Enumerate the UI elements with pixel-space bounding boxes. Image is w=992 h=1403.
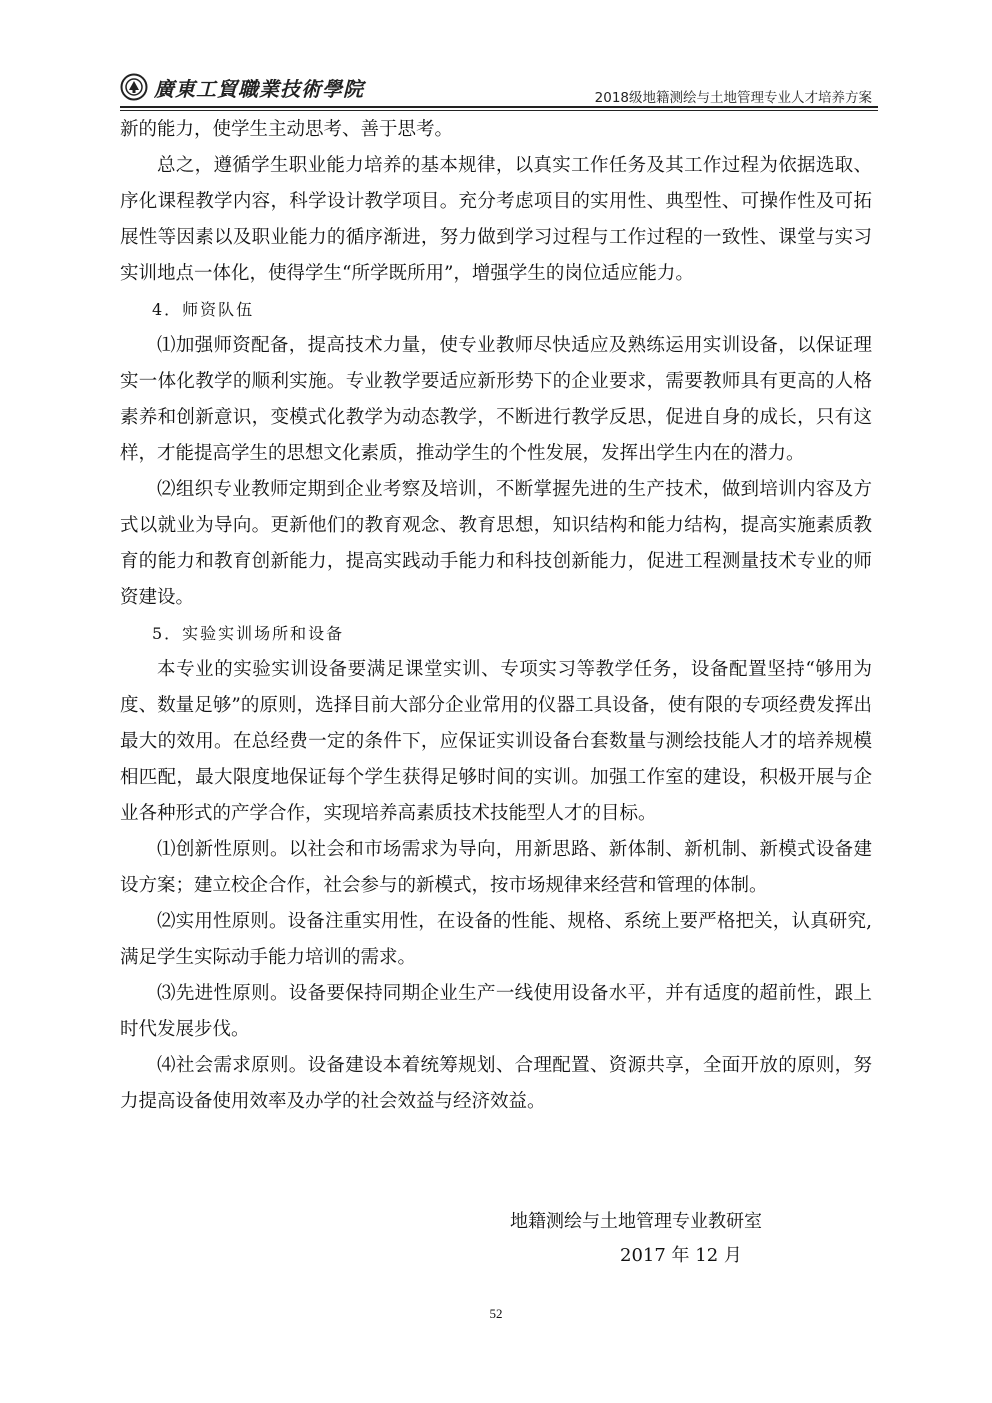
paragraph-principle-practical: ⑵实用性原则。设备注重实用性，在设备的性能、规格、系统上要严格把关，认真研究,满足学生实际动手能力培训的需求。	[120, 911, 872, 968]
paragraph-principle-innovation: ⑴创新性原则。以社会和市场需求为导向，用新思路、新体制、新机制、新模式设备建设方案；建立校企合作，社会参与的新模式，按市场规律来经营和管理的体制。	[120, 839, 872, 896]
paragraph-continued: 新的能力，使学生主动思考、善于思考。	[120, 119, 454, 140]
document-title: 2018级地籍测绘与土地管理专业人才培养方案	[594, 90, 872, 106]
section-heading-faculty: 4．师资队伍	[152, 300, 255, 319]
school-emblem-icon	[120, 73, 148, 101]
page-body	[120, 112, 872, 1120]
section-heading-facilities: 5．实验实训场所和设备	[152, 624, 345, 643]
header-rule-thick	[120, 106, 878, 108]
signature-block	[0, 1207, 992, 1287]
page-number: 52	[489, 1306, 503, 1321]
paragraph-principle-advanced: ⑶先进性原则。设备要保持同期企业生产一线使用设备水平，并有适度的超前性，跟上时代发展步伐。	[120, 983, 872, 1040]
paragraph-faculty-1: ⑴加强师资配备，提高技术力量，使专业教师尽快适应及熟练运用实训设备，以保证理实一体化教学的顺利实施。专业教学要适应新形势下的企业要求，需要教师具有更高的人格素养和创新意识，变模式化教学为动态教学，不断进行教学反思，促进自身的成长，只有这样，才能提高学生的思想文化素质，推动学生的个性发展，发挥出学生内在的潜力。	[120, 335, 872, 464]
paragraph-facilities-intro: 本专业的实验实训设备要满足课堂实训、专项实习等教学任务，设备配置坚持“够用为度、数量足够”的原则，选择目前大部分企业常用的仪器工具设备，使有限的专项经费发挥出最大的效用。在总经费一定的条件下，应保证实训设备台套数量与测绘技能人才的培养规模相匹配，最大限度地保证每个学生获得足够时间的实训。加强工作室的建设，积极开展与企业各种形式的产学合作，实现培养高素质技术技能型人才的目标。	[120, 659, 872, 824]
page-header	[120, 66, 878, 108]
paragraph-faculty-2: ⑵组织专业教师定期到企业考察及培训，不断掌握先进的生产技术，做到培训内容及方式以就业为导向。更新他们的教育观念、教育思想，知识结构和能力结构，提高实施素质教育的能力和教育创新能力，提高实践动手能力和科技创新能力，促进工程测量技术专业的师资建设。	[120, 479, 872, 608]
paragraph-principle-social: ⑷社会需求原则。设备建设本着统筹规划、合理配置、资源共享，全面开放的原则，努力提高设备使用效率及办学的社会效益与经济效益。	[120, 1055, 872, 1112]
school-logo	[120, 72, 364, 102]
signature-date: 2017 年 12 月	[620, 1245, 742, 1266]
paragraph-summary: 总之，遵循学生职业能力培养的基本规律，以真实工作任务及其工作过程为依据选取、序化课程教学内容，科学设计教学项目。充分考虑项目的实用性、典型性、可操作性及可拓展性等因素以及职业能力的循序渐进，努力做到学习过程与工作过程的一致性、课堂与实习实训地点一体化，使得学生“所学既所用”，增强学生的岗位适应能力。	[120, 155, 872, 284]
school-name: 廣東工貿職業技術學院	[154, 76, 364, 101]
signature-department: 地籍测绘与土地管理专业教研室	[510, 1211, 762, 1232]
header-rule-thin	[120, 110, 878, 111]
